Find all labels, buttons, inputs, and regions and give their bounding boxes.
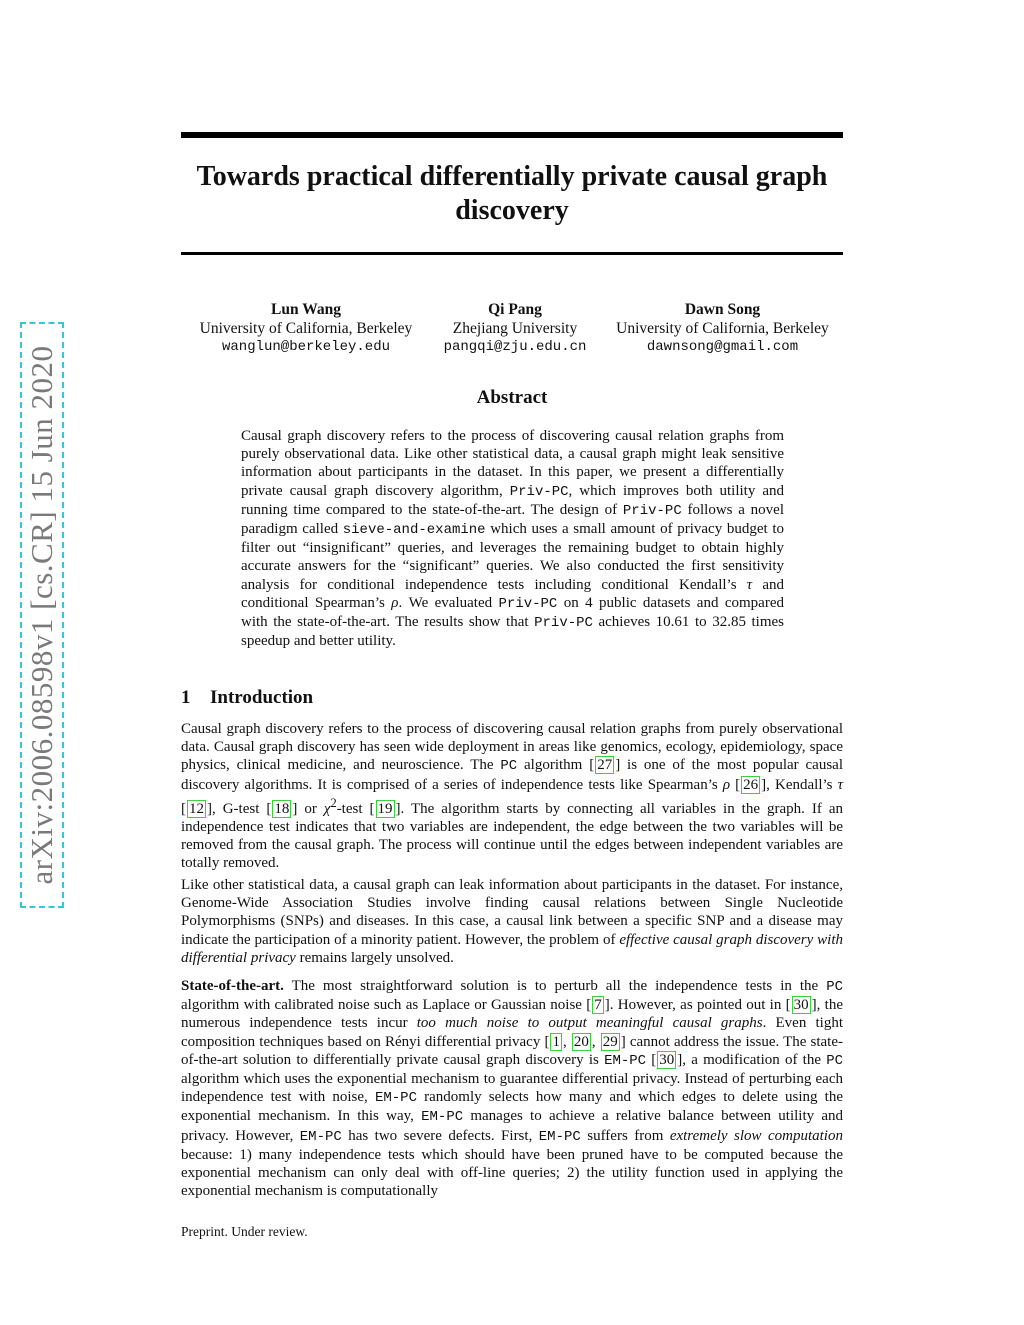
abstract-heading: Abstract [476,387,548,408]
author-name: Dawn Song [684,301,761,318]
arxiv-stamp: arXiv:2006.08598v1 [cs.CR] 15 Jun 2020 [24,345,59,885]
author-block [181,300,431,357]
citation-link[interactable]: 30 [659,1051,675,1068]
citation-link[interactable]: 27 [597,757,613,774]
author-name: Qi Pang [488,301,542,318]
citation-link[interactable]: 12 [189,800,204,817]
title-bottom-rule [181,252,843,255]
citation-link[interactable]: 30 [793,997,809,1014]
intro-paragraph-2: Like other statistical data, a causal graph can leak information about participants in the dataset. For instance, Genome-Wide Association Studies involve finding causal relations between Single Nucleotide Polymorphisms (SNPs) and diseases. In this case, a causal link between a specific SNP and a disease may indicate the participation of a minority patient. However, the problem of effective causal graph discovery with differential privacy remains largely unsolved. [181,877,843,966]
abstract-text: Causal graph discovery refers to the process of discovering causal relation graphs from purely observational data. Like other statistical data, a causal graph might leak sensitive information about participants in the dataset. In this paper, we present a differentially private causal graph discovery algorithm, Priv-PC, which improves both utility and running time compared to the state-of-the-art. The design of Priv-PC follows a novel paradigm called sieve-and-examine which uses a small amount of privacy budget to filter out “insignificant” queries, and leverages the remaining budget to obtain highly accurate answers for the “significant” queries. We also conducted the first sensitivity analysis for conditional independence tests including conditional Kendall’s τ and conditional Spearman’s ρ. We evaluated Priv-PC on 4 public datasets and compared with the state-of-the-art. The results show that Priv-PC achieves 10.61 to 32.85 times speedup and better utility. [241,428,784,650]
citation-link[interactable]: 20 [573,1033,589,1050]
intro-paragraph-1: Causal graph discovery refers to the process of discovering causal relation graphs from purely observational data. Causal graph discovery has seen wide deployment in areas like genomics, ecology, epidemiology, space physics, clinical medicine, and neuroscience. The PC algorithm [ 27 ] is one of the most popular causal discovery algorithms. It is comprised of a series of independence tests like Spearman’s ρ [ 26 ], Kendall’s τ [ 12 ], G-test [ 18 ] or $\chi^2$-test [ 19 ]. The algorithm starts by connecting all variables in the graph. If an independence test indicates that two variables are independent, the edge between the two variables will be removed from the causal graph. The process will continue until the edges between independent variables are totally removed. [181,721,843,872]
author-email[interactable]: wanglun@berkeley.edu [221,339,391,355]
citation-link[interactable]: 1 [552,1033,560,1050]
section-title: Introduction [210,687,314,708]
author-affiliation: University of California, Berkeley [199,320,413,337]
arxiv-stamp-box [20,322,64,908]
preprint-footer: Preprint. Under review. [181,1224,308,1239]
citation-link[interactable]: 19 [377,800,393,817]
citation-link[interactable]: 29 [602,1033,618,1050]
title-line-1: Towards practical differentially private causal graph [196,161,828,192]
citation-link[interactable]: 26 [743,776,759,793]
author-affiliation: Zhejiang University [452,320,578,337]
section-number: 1 [181,687,191,708]
author-block [432,300,598,357]
author-affiliation: University of California, Berkeley [616,320,829,337]
author-name: Lun Wang [271,301,341,318]
title-line-2: discovery [455,195,569,226]
section-heading [181,687,313,709]
paper-title [181,160,843,228]
author-email[interactable]: dawnsong@gmail.com [646,339,799,355]
title-top-rule [181,132,843,138]
author-block [600,300,845,357]
paragraph-lead: State-of-the-art. [181,978,284,994]
intro-paragraph-3: State-of-the-art. The most straightforward solution is to perturb all the independence tests in the PC algorithm with calibrated noise such as Laplace or Gaussian noise [ 7 ]. However, as pointed out in [ 30 ], the numerous independence tests incur too much noise to output meaningful causal graphs. Even tight composition techniques based on Rényi differential privacy [ 1 , 20 , 29 ] cannot address the issue. The state-of-the-art solution to differentially private causal graph discovery is EM-PC [ 30 ], a modification of the PC algorithm which uses the exponential mechanism to guarantee differential privacy. Instead of perturbing each independence test with noise, EM-PC randomly selects how many and which edges to delete using the exponential mechanism. In this way, EM-PC manages to achieve a relative balance between utility and privacy. However, EM-PC has two severe defects. First, EM-PC suffers from extremely slow computation because: 1) many independence tests which should have been pruned have to be computed because the exponential mechanism can only deal with off-line queries; 2) the utility function used in applying the exponential mechanism is computationally [181,978,844,1200]
citation-link[interactable]: 7 [594,997,602,1014]
author-email[interactable]: pangqi@zju.edu.cn [443,339,587,355]
citation-link[interactable]: 18 [274,800,290,817]
